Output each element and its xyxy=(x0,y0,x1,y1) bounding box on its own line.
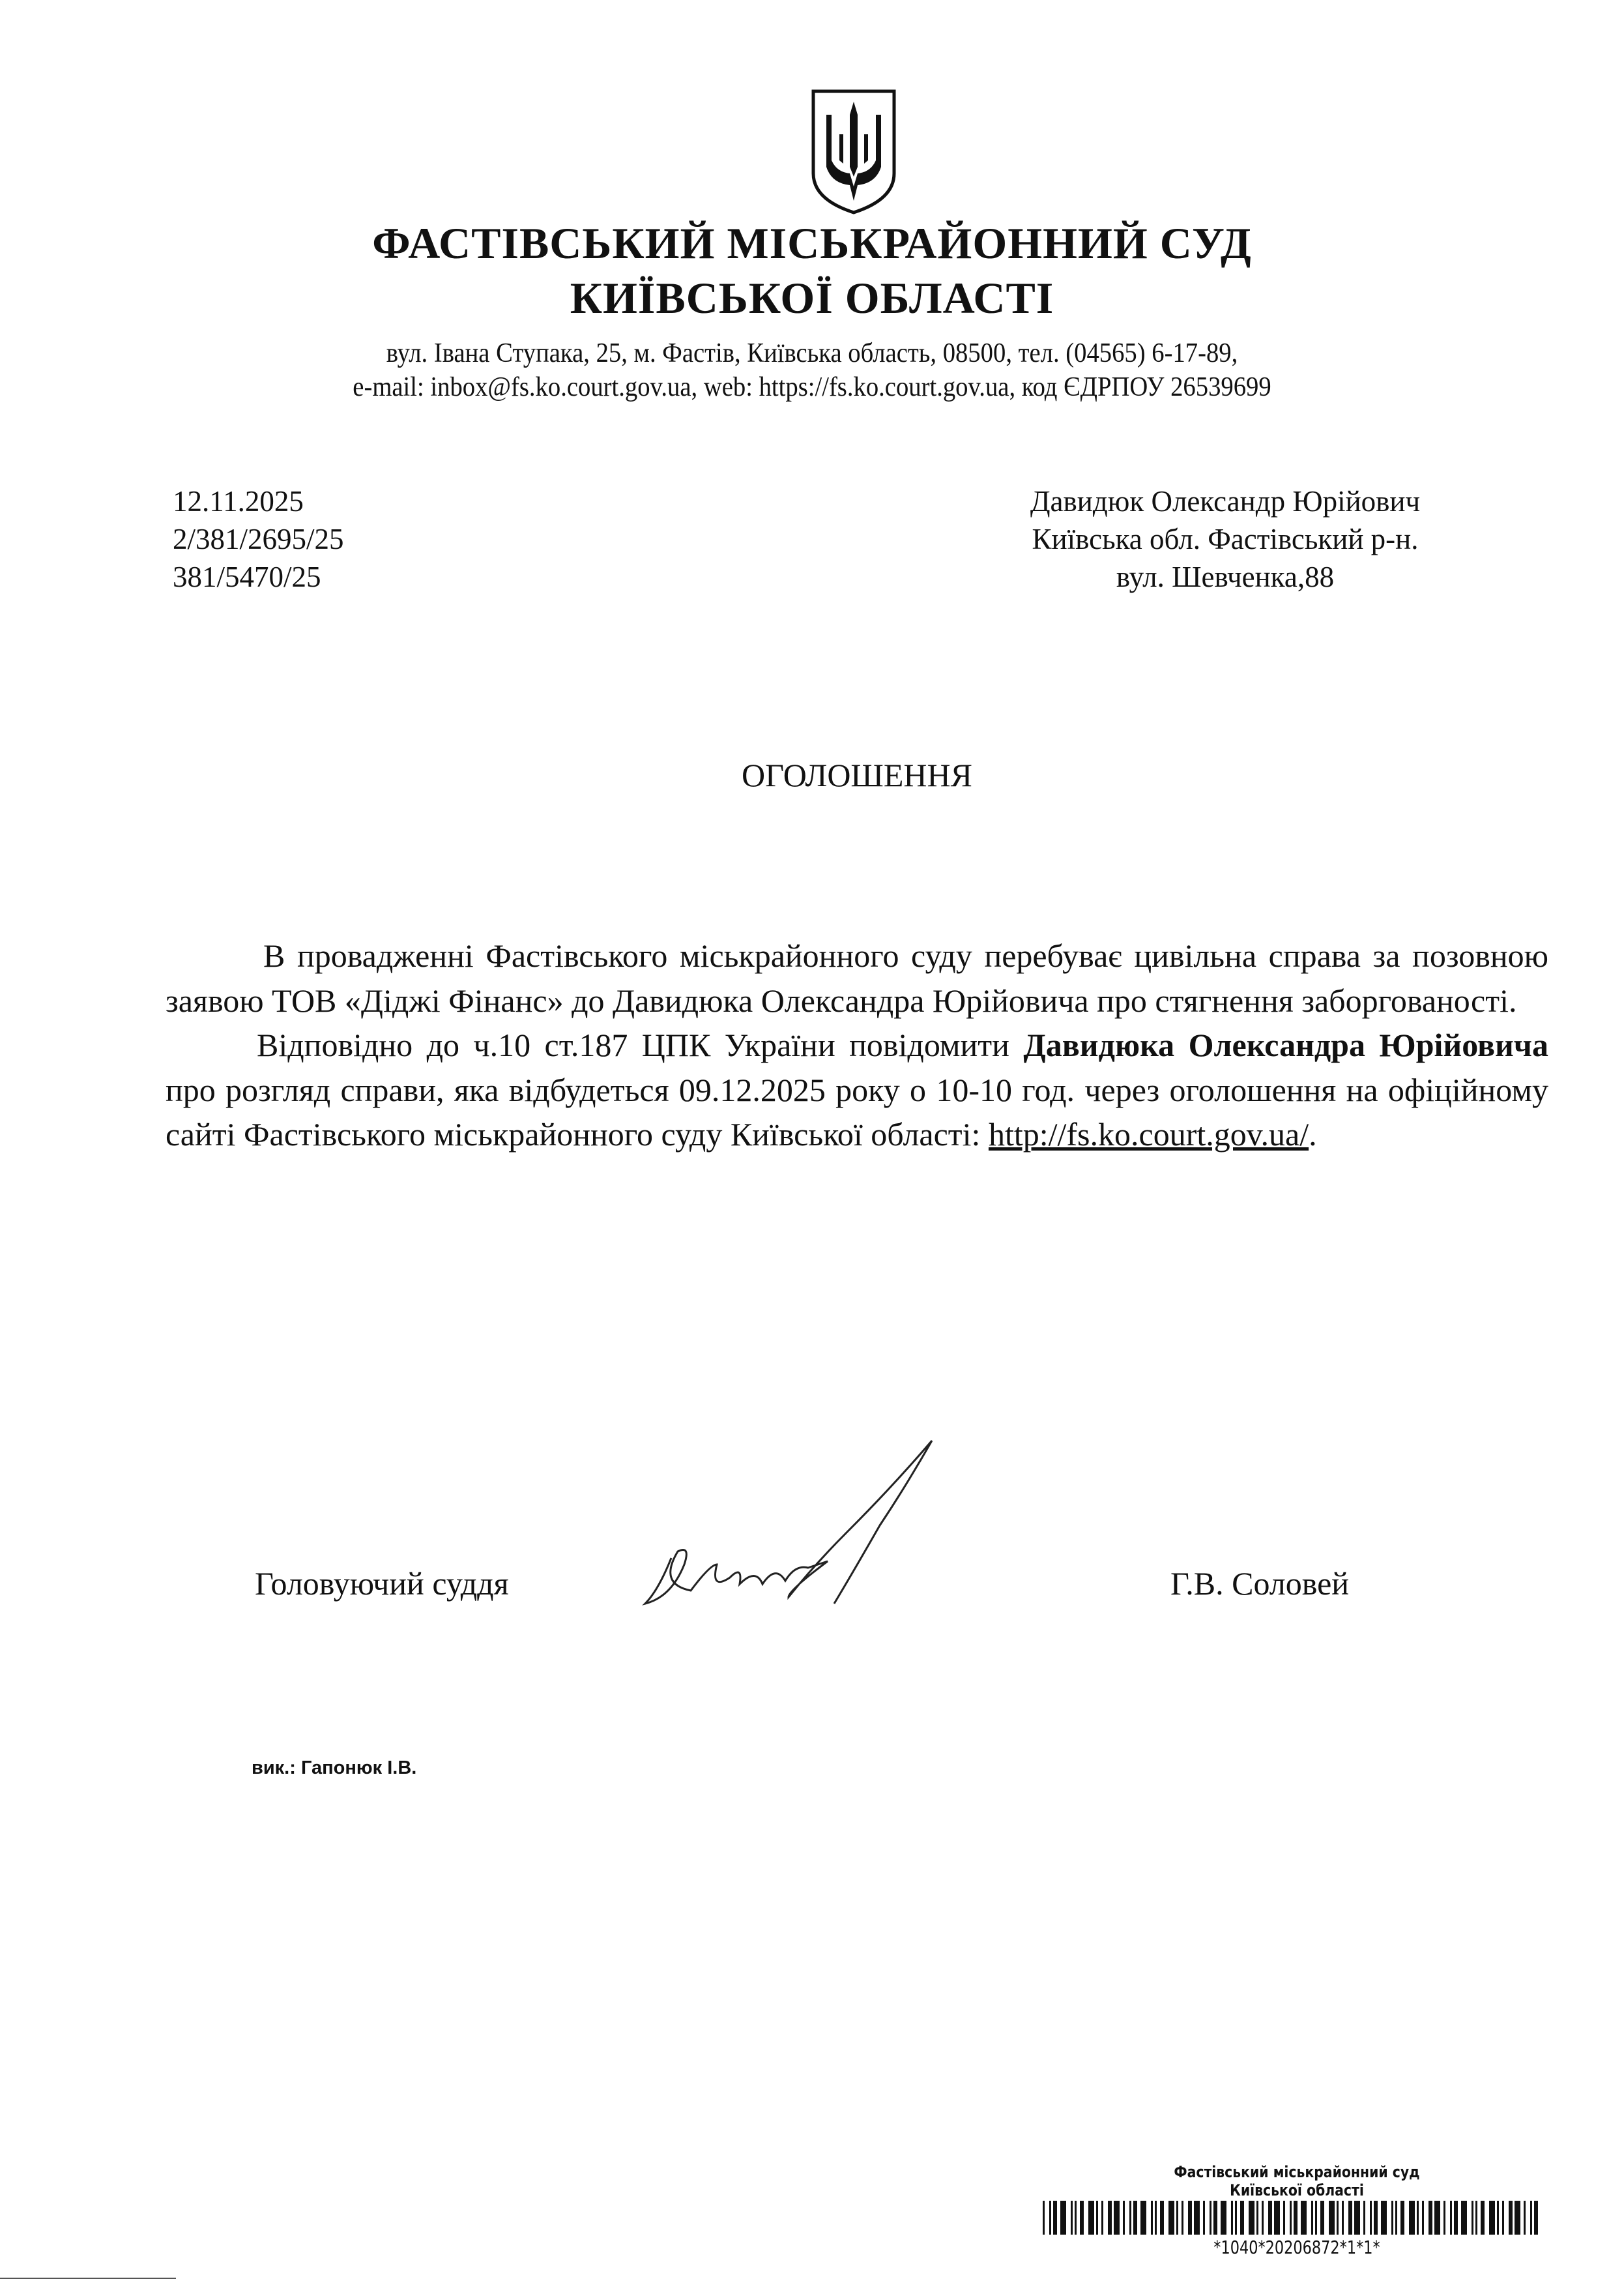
handwritten-signature xyxy=(632,1434,984,1617)
defendant-name: Давидюка Олександра Юрійовича xyxy=(1023,1027,1548,1063)
court-website-link[interactable]: http://fs.ko.court.gov.ua/ xyxy=(988,1116,1309,1153)
document-body xyxy=(166,933,1548,1157)
recipient-street: вул. Шевченка,88 xyxy=(1116,561,1335,593)
barcode-number: *1040*20206872*1*1* xyxy=(1213,2237,1380,2258)
text: Відповідно до ч.10 ст.187 ЦПК України повідомити xyxy=(257,1027,1024,1063)
barcode-stamp xyxy=(1043,2163,1551,2258)
court-address: вул. Івана Ступака, 25, м. Фастів, Київська область, 08500, тел. (04565) 6-17-89, xyxy=(386,338,1238,368)
paragraph-2 xyxy=(166,1023,1548,1157)
scan-edge-line xyxy=(0,2278,176,2279)
document-date: 12.11.2025 xyxy=(173,485,304,518)
court-name-line1: ФАСТІВСЬКИЙ МІСЬКРАЙОННИЙ СУД xyxy=(372,218,1252,268)
recipient-region: Київська обл. Фастівський р-н. xyxy=(1032,523,1419,555)
signer-title: Головуючий суддя xyxy=(255,1565,509,1602)
executor: вик.: Гапонюк І.В. xyxy=(252,1757,417,1778)
barcode-label-line1: Фастівський міськрайонний суд xyxy=(1174,2163,1420,2181)
court-name-line2: КИЇВСЬКОЇ ОБЛАСТІ xyxy=(570,273,1054,323)
case-number: 2/381/2695/25 xyxy=(173,523,344,555)
recipient-block xyxy=(978,482,1473,596)
paragraph-1: В провадженні Фастівського міськрайонного суду перебуває цивільна справа за позовною заявою ТОВ «Діджі Фінанс» до Давидюка Олександра Юрійовича про стягнення заборгованості. xyxy=(166,937,1548,1019)
text: про розгляд справи, яка відбудеться 09.12.2025 року о 10-10 год. через оголошення на офіційному сайті Фастівського міськрайонного суду Київської області: xyxy=(166,1071,1548,1153)
recipient-name: Давидюк Олександр Юрійович xyxy=(1030,485,1421,518)
text: . xyxy=(1309,1116,1317,1153)
barcode-icon xyxy=(1043,2201,1544,2235)
outgoing-number: 381/5470/25 xyxy=(173,561,321,593)
signer-name: Г.В. Соловей xyxy=(1170,1565,1350,1602)
court-contacts: e-mail: inbox@fs.ko.court.gov.ua, web: https://fs.ko.court.gov.ua, код ЄДРПОУ 26539699 xyxy=(353,372,1271,402)
document-meta xyxy=(173,482,344,596)
trident-emblem-icon xyxy=(811,89,897,215)
document-heading: ОГОЛОШЕННЯ xyxy=(742,757,972,793)
barcode-label-line2: Київської області xyxy=(1230,2181,1364,2199)
